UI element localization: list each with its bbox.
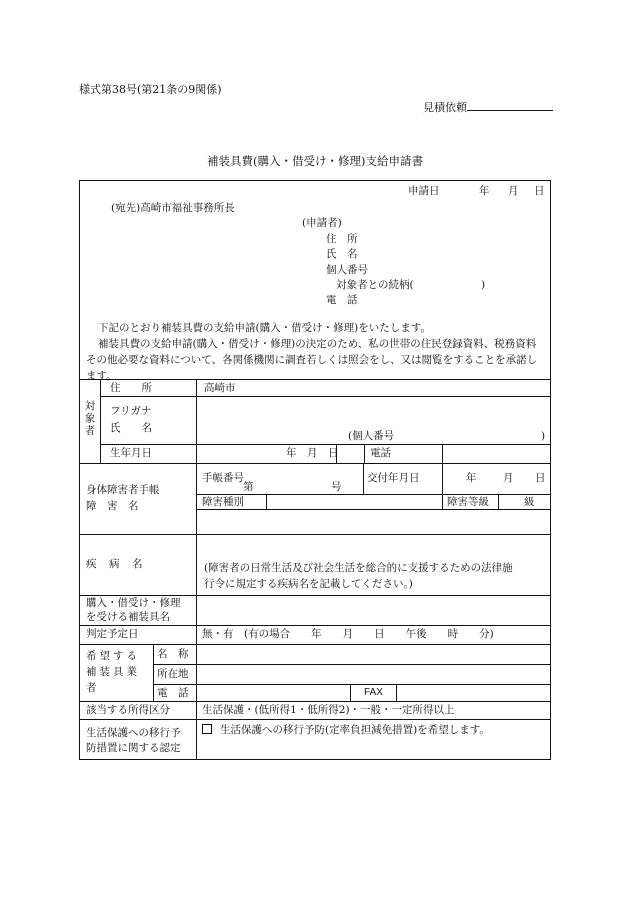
disability-label-line2: 障 害 名 bbox=[86, 500, 139, 512]
vendor-side-line2: 補装具業 bbox=[86, 666, 140, 678]
subject-address-label: 住 所 bbox=[110, 382, 152, 394]
disability-grade-label: 障害等級 bbox=[447, 496, 489, 508]
subject-phone-label: 電話 bbox=[370, 447, 391, 459]
disability-label-line1: 身体障害者手帳 bbox=[86, 484, 160, 496]
application-form bbox=[79, 180, 551, 760]
estimate-request-label bbox=[423, 100, 553, 113]
subject-address-value[interactable]: 高崎市 bbox=[204, 382, 236, 394]
income-value[interactable]: 生活保護・(低所得1・低所得2)・一般・一定所得以上 bbox=[202, 704, 455, 716]
disease-note-line2: 行令に規定する疾病名を記載してください。) bbox=[204, 578, 413, 590]
subject-id-number-label: (個人番号 bbox=[348, 430, 395, 442]
disease-label: 疾 病 名 bbox=[86, 558, 144, 570]
applicant-id-label: 個人番号 bbox=[326, 264, 368, 276]
disability-grade-unit: 級 bbox=[524, 496, 535, 508]
subject-birth-label: 生年月日 bbox=[110, 447, 152, 459]
transition-checkbox[interactable] bbox=[202, 724, 212, 734]
applicant-relation-label: 対象者との続柄( bbox=[336, 279, 414, 291]
subject-birth-date[interactable]: 年 月 日 bbox=[286, 447, 339, 459]
vendor-phone-label: 電 話 bbox=[157, 687, 189, 699]
statement-line1: 下記のとおり補装具費の支給申請(購入・借受け・修理)をいたします。 bbox=[98, 322, 431, 334]
issue-date-month[interactable]: 月 bbox=[503, 472, 514, 484]
applicant-label: (申請者) bbox=[302, 217, 342, 229]
disease-note-line1: (障害者の日常生活及び社会生活を総合的に支援するための法律施 bbox=[204, 562, 513, 574]
vendor-location-label: 所在地 bbox=[157, 668, 189, 680]
applicant-address-label: 住 所 bbox=[326, 233, 358, 245]
applicant-name-label: 氏 名 bbox=[326, 248, 358, 260]
device-label-line2: を受ける補装具名 bbox=[86, 611, 170, 623]
judgment-label: 判定予定日 bbox=[86, 628, 139, 640]
disability-type-label: 障害種別 bbox=[202, 496, 244, 508]
application-date-year[interactable]: 年 bbox=[479, 185, 490, 197]
issue-date-year[interactable]: 年 bbox=[466, 472, 477, 484]
subject-name-label: 氏 名 bbox=[110, 422, 152, 434]
applicant-relation-close: ) bbox=[481, 279, 486, 291]
statement-line2: 補装具費の支給申請(購入・借受け・修理)の決定のため、私の世帯の住民登録資料、税務資料その他必要な資料について、各関係機関に調査若しくは照会をし、又は閲覧をすることを承諾します。 bbox=[86, 338, 538, 382]
vendor-name-label: 名 称 bbox=[157, 648, 189, 660]
judgment-value[interactable]: 無・有 (有の場合 年 月 日 午後 時 分) bbox=[202, 628, 494, 640]
applicant-phone-label: 電 話 bbox=[326, 294, 358, 306]
vendor-fax-label: FAX bbox=[364, 687, 383, 698]
income-label: 該当する所得区分 bbox=[86, 704, 170, 716]
form-number: 様式第38号(第21条の9関係) bbox=[79, 83, 222, 96]
estimate-request-field[interactable] bbox=[467, 100, 553, 111]
transition-label-line1: 生活保護への移行予 bbox=[86, 727, 181, 739]
application-date-month[interactable]: 月 bbox=[508, 185, 519, 197]
transition-label-line2: 防措置に関する認定 bbox=[86, 742, 181, 754]
subject-furigana-label: フリガナ bbox=[110, 405, 152, 417]
application-date-label: 申請日 bbox=[408, 185, 440, 197]
form-title: 補装具費(購入・借受け・修理)支給申請書 bbox=[207, 154, 423, 168]
subject-id-number-close: ) bbox=[541, 430, 546, 442]
device-label-line1: 購入・借受け・修理 bbox=[86, 597, 181, 609]
transition-option[interactable] bbox=[202, 724, 490, 737]
vendor-side-line3: 者 bbox=[86, 682, 97, 694]
subject-side-label: 対象者 bbox=[83, 400, 96, 438]
notebook-number-label: 手帳番号 bbox=[202, 472, 244, 484]
addressee: (宛先)高崎市福祉事務所長 bbox=[111, 202, 235, 214]
notebook-number-go: 号 bbox=[331, 481, 342, 493]
estimate-request-text: 見積依頼 bbox=[423, 101, 467, 114]
application-date-day[interactable]: 日 bbox=[534, 185, 545, 197]
transition-checkbox-text: 生活保護への移行予防(定率負担減免措置)を希望します。 bbox=[220, 724, 490, 736]
notebook-number-dai: 第 bbox=[243, 481, 254, 493]
issue-date-day[interactable]: 日 bbox=[535, 472, 546, 484]
vendor-side-line1: 希望する bbox=[86, 650, 140, 662]
issue-date-label: 交付年月日 bbox=[367, 472, 420, 484]
